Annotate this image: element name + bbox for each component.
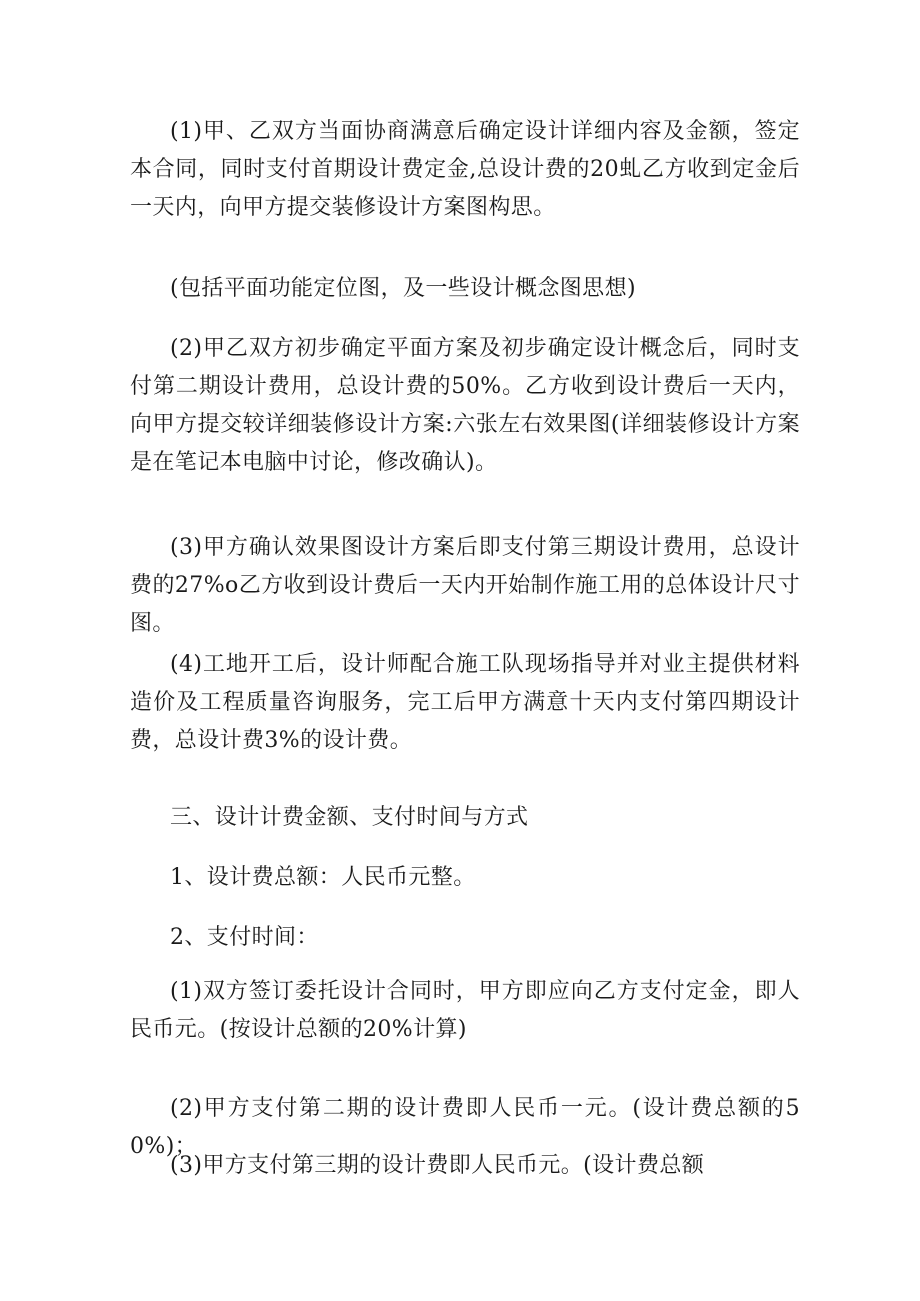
paragraph-stage-4: (4)工地开工后，设计师配合施工队现场指导并对业主提供材料造价及工程质量咨询服务，完工后甲方满意十天内支付第四期设计费，总设计费3%的设计费。 bbox=[130, 652, 800, 753]
paragraph-payment-1: (1)双方签订委托设计合同时，甲方即应向乙方支付定金，即人民币元。(按设计总额的20%计算) bbox=[130, 979, 800, 1042]
section-heading-fees: 三、设计计费金额、支付时间与方式 bbox=[170, 805, 529, 830]
paragraph-fee-total: 1、设计费总额：人民币元整。 bbox=[170, 865, 476, 890]
paragraph-stage-1: (1)甲、乙双方当面协商满意后确定设计详细内容及金额，签定本合同，同时支付首期设计费定金,总设计费的20虬乙方收到定金后一天内，向甲方提交装修设计方案图构思。 bbox=[130, 119, 800, 220]
paragraph-payment-3: (3)甲方支付第三期的设计费即人民币元。(设计费总额 bbox=[170, 1153, 705, 1178]
paragraph-payment-time: 2、支付时间： bbox=[170, 925, 319, 950]
paragraph-stage-3: (3)甲方确认效果图设计方案后即支付第三期设计费用，总设计费的27%o乙方收到设计费后一天内开始制作施工用的总体设计尺寸图。 bbox=[130, 535, 800, 636]
paragraph-payment-2: (2)甲方支付第二期的设计费即人民币一元。(设计费总额的50%)； bbox=[130, 1096, 800, 1159]
paragraph-stage-1-note: (包括平面功能定位图，及一些设计概念图思想) bbox=[170, 276, 636, 301]
paragraph-stage-2: (2)甲乙双方初步确定平面方案及初步确定设计概念后，同时支付第二期设计费用，总设计费的50%。乙方收到设计费后一天内，向甲方提交较详细装修设计方案:六张左右效果图(详细装修设计方案是在笔记本电脑中讨论，修改确认)。 bbox=[130, 336, 800, 475]
